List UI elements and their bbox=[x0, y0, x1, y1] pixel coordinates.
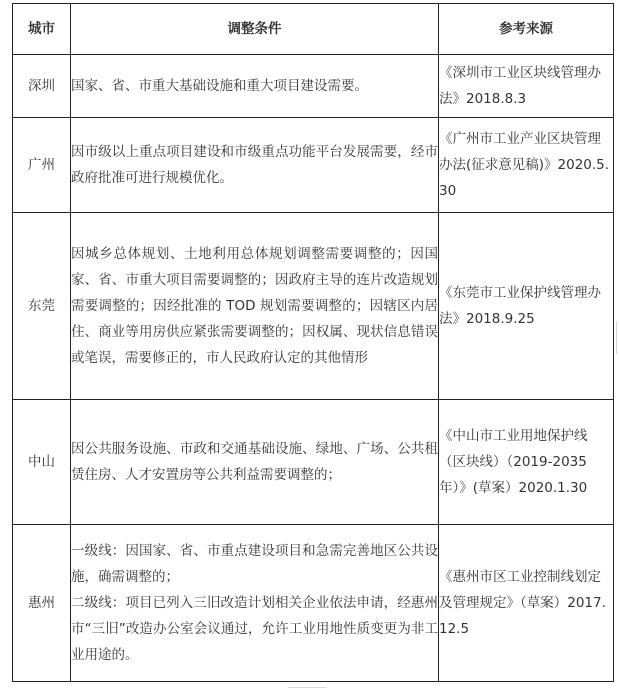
city-cell: 广州 bbox=[13, 118, 71, 213]
condition-text: 因市级以上重点项目建设和市级重点功能平台发展需要，经市政府批准可进行规模优化。 bbox=[71, 144, 438, 186]
condition-cell bbox=[71, 525, 439, 682]
condition-cell bbox=[71, 55, 439, 118]
condition-text: 国家、省、市重大基础设施和重大项目建设需要。 bbox=[71, 78, 368, 94]
source-cell: 《东莞市工业保护线管理办法》2018.9.25 bbox=[439, 213, 614, 400]
table-header-row bbox=[13, 4, 614, 55]
condition-text: 二级线：项目已列入三旧改造计划相关企业依法申请，经惠州市“三旧”改造办公室会议通过，允许工业用地性质变更为非工业用途的。 bbox=[71, 595, 438, 663]
condition-text: 一级线：因国家、省、市重点建设项目和急需完善地区公共设施，确需调整的； bbox=[71, 543, 438, 585]
condition-cell bbox=[71, 400, 439, 525]
condition-text: 因公共服务设施、市政和交通基础设施、绿地、广场、公共租赁住房、人才安置房等公共利益需要调整的； bbox=[71, 441, 438, 483]
header-source: 参考来源 bbox=[439, 4, 614, 55]
city-cell: 中山 bbox=[13, 400, 71, 525]
table-row bbox=[13, 55, 614, 118]
condition-cell bbox=[71, 118, 439, 213]
policy-comparison-table bbox=[12, 3, 614, 682]
page-edge-mark bbox=[288, 687, 326, 688]
city-cell: 深圳 bbox=[13, 55, 71, 118]
condition-cell bbox=[71, 213, 439, 400]
condition-text: 因城乡总体规划、土地利用总体规划调整需要调整的；因国家、省、市重大项目需要调整的；因政府主导的连片改造规划需要调整的；因经批准的 TOD 规划需要调整的；因辖区内居住、商业等用房供应紧张需要调整的；因权属、现状信息错误或笔误，需要修正的，市人民政府认定的其他情形 bbox=[71, 246, 438, 366]
city-cell: 惠州 bbox=[13, 525, 71, 682]
city-cell: 东莞 bbox=[13, 213, 71, 400]
source-cell: 《广州市工业产业区块管理办法(征求意见稿)》2020.5.30 bbox=[439, 118, 614, 213]
table-row bbox=[13, 525, 614, 682]
header-condition: 调整条件 bbox=[71, 4, 439, 55]
table-row bbox=[13, 400, 614, 525]
table-row bbox=[13, 118, 614, 213]
source-cell: 《中山市工业用地保护线（区块线）（2019-2035 年）》(草案）2020.1.30 bbox=[439, 400, 614, 525]
header-city: 城市 bbox=[13, 4, 71, 55]
scroll-edge-mark bbox=[616, 322, 617, 354]
table-row bbox=[13, 213, 614, 400]
source-cell: 《惠州市区工业控制线划定及管理规定》（草案）2017.12.5 bbox=[439, 525, 614, 682]
source-cell: 《深圳市工业区块线管理办法》2018.8.3 bbox=[439, 55, 614, 118]
